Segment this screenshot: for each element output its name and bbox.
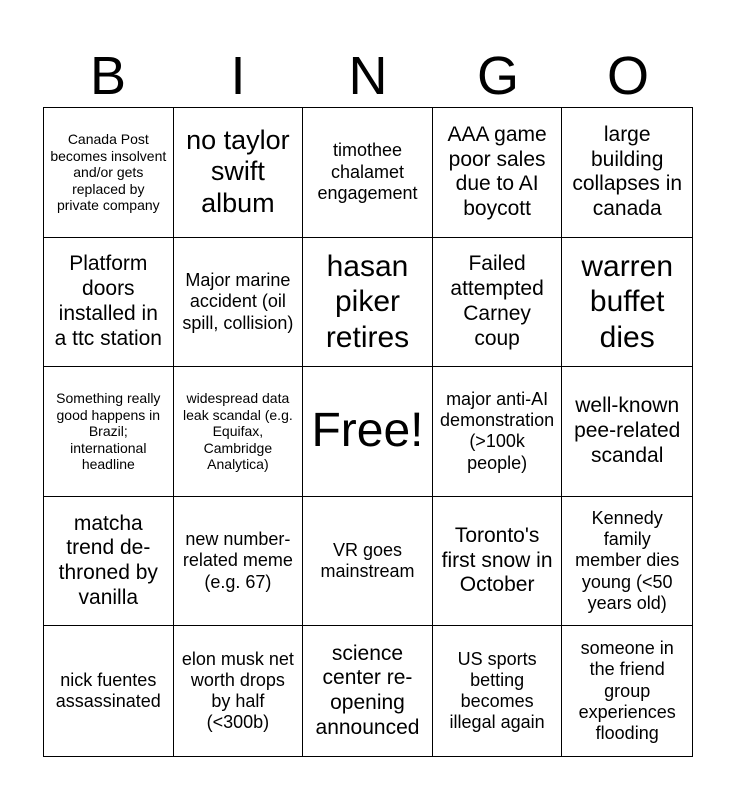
bingo-cell-r3-c4[interactable]: major anti-AI demonstration (>100k people) xyxy=(433,367,563,497)
bingo-cell-r4-c3[interactable]: VR goes mainstream xyxy=(303,497,433,627)
bingo-cell-r5-c2[interactable]: elon musk net worth drops by half (<300b) xyxy=(174,626,304,756)
bingo-cell-r3-c1[interactable]: Something really good happens in Brazil; international headline xyxy=(44,367,174,497)
header-letter-i: I xyxy=(230,46,246,106)
bingo-cell-r2-c2[interactable]: Major marine accident (oil spill, collision) xyxy=(174,238,304,368)
bingo-cell-r5-c4[interactable]: US sports betting becomes illegal again xyxy=(433,626,563,756)
bingo-cell-free-space[interactable]: Free! xyxy=(303,367,433,497)
bingo-cell-r3-c2[interactable]: widespread data leak scandal (e.g. Equifax, Cambridge Analytica) xyxy=(174,367,304,497)
bingo-cell-r5-c1[interactable]: nick fuentes assassinated xyxy=(44,626,174,756)
bingo-cell-r5-c3[interactable]: science center re-opening announced xyxy=(303,626,433,756)
bingo-cell-r2-c1[interactable]: Platform doors installed in a ttc station xyxy=(44,238,174,368)
header-letter-n: N xyxy=(348,46,388,106)
bingo-header xyxy=(43,48,693,104)
header-letter-b: B xyxy=(89,46,127,106)
header-letter-o: O xyxy=(606,46,649,106)
bingo-cell-r4-c1[interactable]: matcha trend de-throned by vanilla xyxy=(44,497,174,627)
bingo-cell-r2-c4[interactable]: Failed attempted Carney coup xyxy=(433,238,563,368)
bingo-cell-r1-c2[interactable]: no taylor swift album xyxy=(174,108,304,238)
bingo-cell-r1-c4[interactable]: AAA game poor sales due to AI boycott xyxy=(433,108,563,238)
bingo-cell-r1-c1[interactable]: Canada Post becomes insolvent and/or gets replaced by private company xyxy=(44,108,174,238)
bingo-cell-r4-c5[interactable]: Kennedy family member dies young (<50 years old) xyxy=(562,497,692,627)
bingo-board xyxy=(43,107,693,757)
bingo-cell-r5-c5[interactable]: someone in the friend group experiences flooding xyxy=(578,638,676,744)
bingo-cell-r3-c5[interactable]: well-known pee-related scandal xyxy=(562,367,692,497)
bingo-cell-r4-c4[interactable]: Toronto's first snow in October xyxy=(433,497,563,627)
header-letter-g: G xyxy=(476,46,519,106)
bingo-cell-r2-c3[interactable]: hasan piker retires xyxy=(303,238,433,368)
bingo-cell-r1-c3[interactable]: timothee chalamet engagement xyxy=(303,108,433,238)
bingo-cell-r1-c5[interactable]: large building collapses in canada xyxy=(562,108,692,238)
bingo-cell-r4-c2[interactable]: new number-related meme (e.g. 67) xyxy=(174,497,304,627)
bingo-cell-r2-c5[interactable]: warren buffet dies xyxy=(562,238,692,368)
